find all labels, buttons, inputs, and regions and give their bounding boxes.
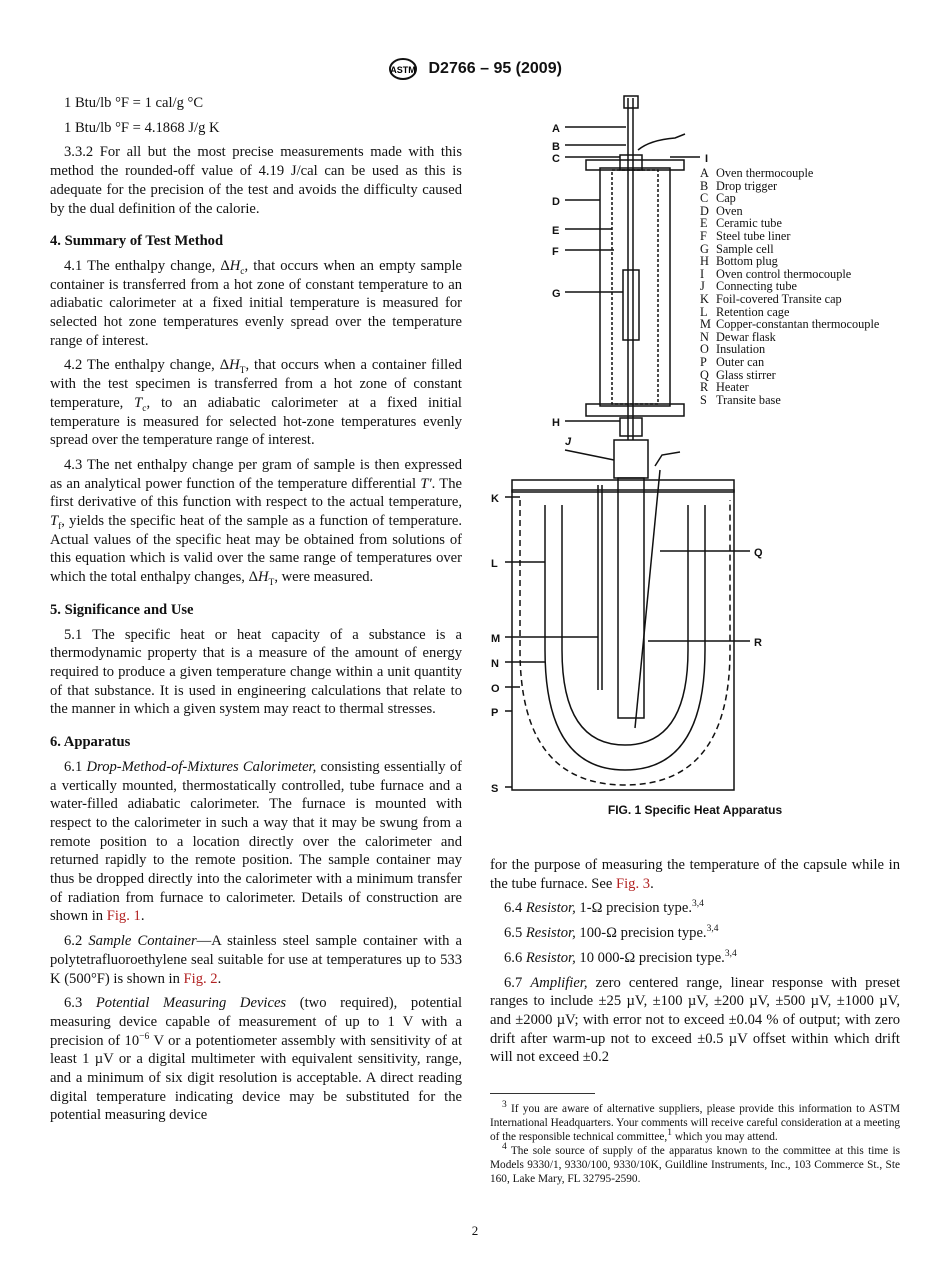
text-run: c: [240, 266, 245, 277]
legend-key: E: [700, 216, 708, 231]
text-run: f: [58, 521, 62, 532]
footnote: [490, 1144, 900, 1186]
text-run: 6.4: [504, 900, 526, 917]
text-run: 1 Btu/lb °F = 4.1868 J/g K: [64, 119, 220, 136]
legend-label: Drop trigger: [716, 178, 778, 193]
text-run: 1 Btu/lb °F = 1 cal/g °C: [64, 95, 204, 111]
text-run: T: [50, 513, 59, 530]
text-run: V or a potentiometer assembly with sensitivity of at least 1 µV or a digital multimeter with equivalent sensitivity, range, and a minimum of six digit resolution is acceptable. A direct reading digital temperature indicating device may be substituted for the potential measuring device: [50, 1032, 462, 1124]
text-run: 3: [502, 1100, 507, 1111]
legend-key: J: [700, 279, 705, 294]
legend-label: Glass stirrer: [716, 367, 776, 382]
text-run: 3,4: [724, 948, 737, 959]
paragraph: [50, 257, 462, 351]
text-run: Resistor,: [525, 900, 576, 917]
callout-label: D: [552, 196, 560, 208]
text-run: 1: [667, 1128, 672, 1139]
text-run: consisting essentially of a vertically mounted, thermostatically controlled, tube furnace and a water-filled adiabatic calorimeter. The furnace is mounted with respect to the calorimeter in such a way that it may be swung from a remote position to a location directly over the calorimeter and returned rapidly to the remote position. The sample container may thus be dropped directly into the calorimeter with a minimum transfer of radiation from furnace to calorimeter. Details of construction are shown in: [50, 758, 463, 925]
footnote: [490, 1102, 900, 1144]
text-run: (two required), potential measuring device capable of measurement of up to 1 V with a precision of 10: [50, 995, 462, 1049]
legend-label: Insulation: [716, 342, 766, 357]
text-run: 10 000-Ω precision type.: [575, 949, 725, 966]
right-column: [490, 856, 900, 1186]
legend-key: R: [700, 380, 709, 395]
figure-legend: [700, 167, 879, 406]
callout-label: P: [491, 707, 499, 719]
legend-key: M: [700, 317, 711, 332]
paragraph: [490, 949, 900, 968]
callout-label: H: [552, 417, 560, 429]
text-run: 4.1 The enthalpy change, Δ: [64, 257, 230, 274]
text-run: Amplifier,: [530, 974, 588, 991]
legend-key: D: [700, 203, 709, 218]
legend-label: Oven thermocouple: [716, 166, 814, 180]
text-run: Resistor,: [525, 949, 576, 966]
text-run: 6.2: [64, 933, 89, 950]
paragraph: [50, 626, 462, 720]
legend-label: Transite base: [716, 392, 781, 407]
figure-link[interactable]: Fig. 2: [183, 970, 218, 987]
legend-label: Heater: [716, 380, 749, 395]
text-run: 100-Ω precision type.: [575, 925, 707, 942]
callout-label: C: [552, 153, 560, 165]
text-run: —A stainless steel sample container with a polytetrafluoroethylene seal suitable for use at temperatures up to 533 K (500°F) is shown in: [50, 933, 462, 987]
text-run: 5.1 The specific heat or heat capacity of a substance is a thermodynamic property that is a measure of the amount of energy required to produce a given temperature change within a unit quantity of that substance. It is used in engineering calculations that relate to the manner in which a given system may react to thermal stresses.: [50, 626, 462, 718]
legend-key: B: [700, 178, 709, 193]
legend-key: N: [700, 329, 709, 344]
section-heading: [50, 733, 462, 752]
callout-label: S: [491, 783, 499, 795]
callout-label: A: [552, 123, 560, 135]
page-number: 2: [471, 1223, 479, 1238]
page-header: [0, 58, 950, 80]
text-run: 3,4: [706, 924, 719, 935]
text-run: 6.1: [64, 758, 87, 775]
text-run: 4.2 The enthalpy change, Δ: [64, 357, 230, 374]
legend-label: Connecting tube: [716, 279, 797, 294]
text-run: H: [229, 257, 241, 274]
callout-label: R: [754, 637, 762, 649]
figure-link[interactable]: Fig. 3: [616, 875, 651, 892]
legend-key: F: [700, 228, 707, 243]
legend-label: Oven: [716, 203, 743, 218]
paragraph: [50, 758, 462, 926]
callout-label: N: [491, 658, 499, 670]
text-run: T′: [420, 475, 432, 492]
text-run: , to an adiabatic calorimeter at a fixed initial temperature is measured for selected hot-zone temperatures evenly spread over the temperature range of interest.: [50, 394, 462, 449]
callout-label: I: [705, 153, 709, 165]
legend-key: P: [700, 354, 707, 369]
text-run: 3.3.2 For all but the most precise measurements made with this method the rounded-off value of 4.19 J/cal can be used as this is adequate for the precision of the test and avoids the difficulty caused by the dual definition of the calorie.: [50, 144, 462, 217]
legend-label: Ceramic tube: [716, 216, 782, 231]
text-run: 6.3: [64, 995, 96, 1012]
legend-key: C: [700, 191, 709, 206]
paragraph: [490, 856, 900, 893]
text-run: , that occurs when a container filled with the test specimen is transferred from a hot zone of constant temperature,: [50, 357, 462, 411]
astm-logo-icon: [388, 58, 418, 80]
callout-label: J: [565, 436, 572, 448]
text-run: T: [268, 578, 275, 589]
standard-designation: D2766 – 95 (2009): [428, 60, 562, 78]
legend-key: O: [700, 342, 709, 357]
legend-label: Cap: [716, 191, 736, 206]
text-run: T: [134, 394, 143, 411]
text-run: Drop-Method-of-Mixtures Calorimeter,: [86, 758, 317, 775]
text-run: T: [239, 366, 246, 377]
section-heading: [50, 601, 462, 620]
callout-label: G: [552, 288, 561, 300]
text-run: .: [140, 908, 145, 925]
legend-label: Outer can: [716, 354, 765, 369]
text-run: H: [229, 357, 240, 374]
legend-label: Dewar flask: [716, 329, 776, 344]
text-run: 6.5: [504, 925, 526, 942]
callout-label: K: [491, 493, 499, 505]
text-run: , were measured.: [274, 569, 374, 586]
text-run: Resistor,: [525, 925, 576, 942]
paragraph: [50, 994, 462, 1125]
text-run: 6.6: [504, 949, 526, 966]
legend-label: Bottom plug: [716, 254, 778, 269]
legend-key: A: [700, 166, 709, 180]
callout-label: E: [552, 225, 560, 237]
text-run: Potential Measuring Devices: [95, 995, 287, 1012]
legend-label: Oven control thermocouple: [716, 266, 852, 281]
text-run: H: [257, 569, 269, 586]
callout-label: Q: [754, 547, 763, 559]
figure-link[interactable]: Fig. 1: [106, 908, 141, 925]
figure-caption: FIG. 1 Specific Heat Apparatus: [607, 803, 783, 817]
text-run: .: [217, 970, 222, 987]
paragraph: [490, 974, 900, 1068]
legend-key: H: [700, 254, 709, 269]
callout-label: L: [491, 558, 498, 570]
legend-key: L: [700, 304, 708, 319]
text-run: for the purpose of measuring the temperature of the capsule while in the tube furnace. See: [490, 857, 900, 892]
text-run: Sample Container: [88, 933, 197, 950]
paragraph: [50, 94, 462, 113]
paragraph: [490, 924, 900, 943]
text-run: zero centered range, linear response with preset ranges to include ±25 µV, ±100 µV, ±200 µV, ±500 µV, ±1000 µV, and ±2000 µV; with error not to exceed ±0.04 % of output; with zero drift after warm-up not to exceed ±0.5 µV offset within which drift will not exceed ±0.2: [490, 974, 900, 1066]
callout-label: F: [552, 246, 559, 258]
text-run: , that occurs when an empty sample container is transferred from a hot zone of constant temperature to an adiabatic calorimeter at a fixed initial temperature is measured for selected hot zone temperatures evenly spread over the temperature range of interest.: [50, 257, 462, 349]
footnote-rule: [490, 1093, 595, 1094]
text-run: 6.7: [504, 974, 531, 991]
legend-key: Q: [700, 367, 709, 382]
section-heading: [50, 232, 462, 251]
legend-label: Foil-covered Transite cap: [716, 291, 842, 306]
text-run: 5. Significance and Use: [50, 601, 194, 618]
legend-label: Retention cage: [716, 304, 790, 319]
text-run: If you are aware of alternative suppliers, please provide this information to ASTM International Headquarters. Your comments will receive careful consideration at a meeting of the responsible technical committee,: [490, 1103, 900, 1144]
callout-label: O: [491, 683, 500, 695]
text-run: The sole source of supply of the apparatus known to the committee at this time is Models 9330/1, 9330/100, 9330/10K, Guildline Instruments, Inc., 103 Commerce St., Ste 160, Lake Mary, FL 32795-2590.: [490, 1145, 900, 1186]
legend-key: I: [700, 266, 705, 281]
text-run: . The first derivative of this function with respect to the actual temperature,: [50, 475, 462, 511]
text-run: , yields the specific heat of the sample as a function of temperature. Actual values of the specific heat may be obtained from solutions of this equation which is valid over the same range of temperatures over which the total enthalpy changes, Δ: [50, 513, 462, 586]
text-run: c: [142, 403, 147, 414]
svg-text:ASTM: ASTM: [390, 65, 416, 75]
text-run: 4.3 The net enthalpy change per gram of sample is then expressed as an analytical power function of the temperature differential: [50, 456, 462, 492]
legend-key: S: [700, 392, 707, 407]
left-column: [50, 94, 462, 1131]
paragraph: [50, 932, 462, 988]
text-run: −6: [139, 1031, 150, 1042]
legend-key: K: [700, 291, 709, 306]
legend-label: Copper-constantan thermocouple: [716, 317, 880, 332]
text-run: 1-Ω precision type.: [575, 900, 692, 917]
text-run: which you may attend.: [672, 1131, 778, 1144]
callout-label: B: [552, 141, 560, 153]
text-run: 4: [502, 1142, 507, 1153]
text-run: 3,4: [691, 899, 704, 910]
paragraph: [50, 356, 462, 450]
paragraph: [50, 456, 462, 587]
legend-item: [700, 394, 879, 407]
paragraph: [50, 143, 462, 218]
legend-label: Sample cell: [716, 241, 774, 256]
callout-label: M: [491, 633, 501, 645]
legend-label: Steel tube liner: [716, 228, 791, 243]
text-run: .: [650, 875, 654, 892]
paragraph: [490, 899, 900, 918]
text-run: 6. Apparatus: [50, 734, 131, 751]
text-run: 4. Summary of Test Method: [50, 233, 224, 250]
legend-key: G: [700, 241, 709, 256]
paragraph: [50, 119, 462, 138]
